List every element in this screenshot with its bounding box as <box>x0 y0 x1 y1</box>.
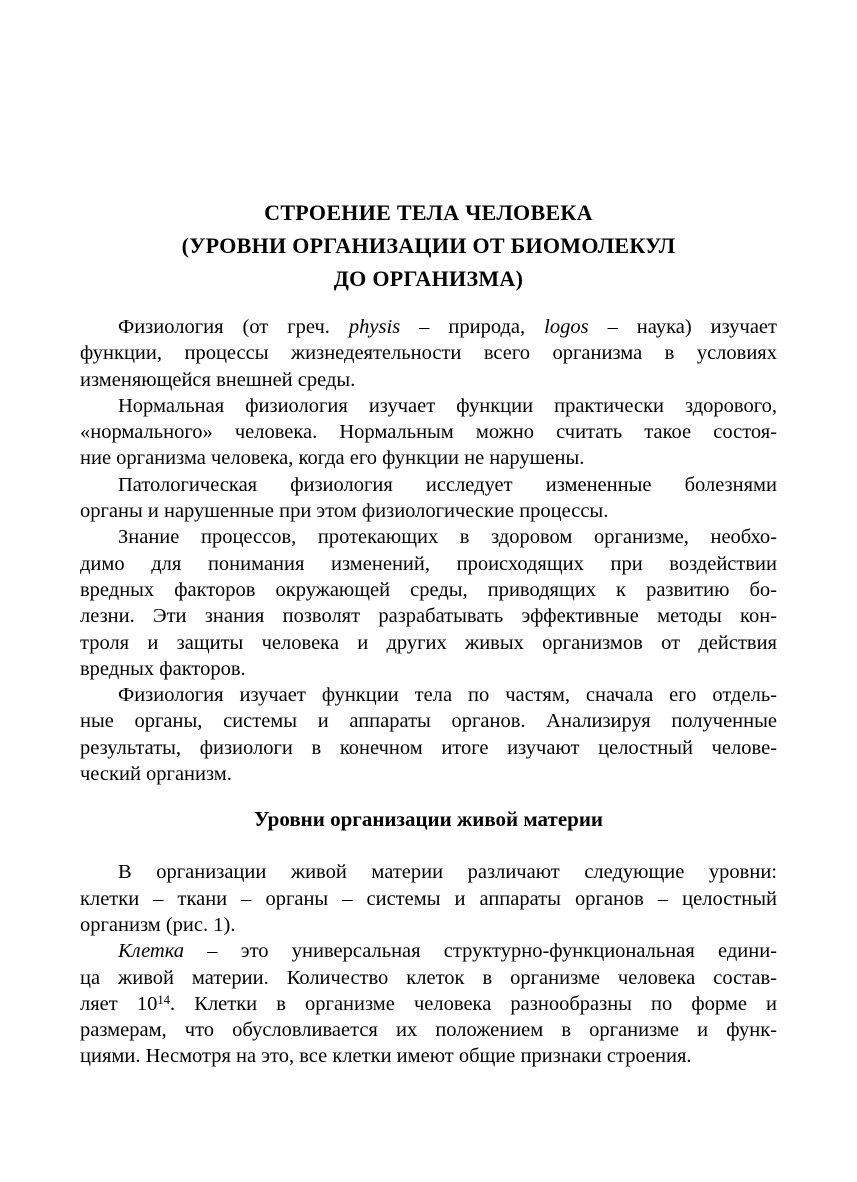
paragraph <box>80 859 777 938</box>
paragraph <box>80 314 777 393</box>
text-run: ние организма человека, когда его функции не нарушены. <box>80 447 585 470</box>
superscript-run: 14 <box>157 993 171 1008</box>
text-line <box>80 682 777 708</box>
text-run: организм (рис. 1). <box>80 913 236 936</box>
text-line <box>80 886 777 912</box>
text-run: – наука) изучает <box>588 316 777 338</box>
italic-run: logos <box>544 316 589 338</box>
text-run: Патологическая физиология исследует измененные болезнями <box>118 473 777 496</box>
title-line-1: СТРОЕНИЕ ТЕЛА ЧЕЛОВЕКА <box>264 200 593 225</box>
text-run: результаты, физиологи в конечном итоге изучают целостный челове- <box>80 736 777 759</box>
text-line <box>80 761 777 787</box>
text-line <box>80 340 777 366</box>
text-run: ляет 10 <box>80 992 158 1015</box>
title-line-3: ДО ОРГАНИЗМА) <box>333 266 524 291</box>
text-run: вредных факторов окружающей среды, приводящих к развитию бо- <box>80 578 777 601</box>
text-line <box>80 965 777 991</box>
text-line <box>80 314 777 340</box>
text-line <box>80 991 777 1017</box>
text-line <box>80 393 777 419</box>
text-run: В организации живой материи различают следующие уровни: <box>118 861 777 884</box>
text-line <box>80 577 777 603</box>
text-line <box>80 912 777 938</box>
text-line <box>80 656 777 682</box>
text-run: Физиология изучает функции тела по частям, сначала его отдель- <box>118 684 777 707</box>
text-run: ные органы, системы и аппараты органов. Анализируя полученные <box>80 710 777 733</box>
section-heading: Уровни организации живой материи <box>253 807 604 832</box>
text-line <box>80 603 777 629</box>
text-line <box>80 630 777 656</box>
text-line <box>80 524 777 550</box>
text-run: Нормальная физиология изучает функции практически здорового, <box>118 394 777 417</box>
text-line <box>80 735 777 761</box>
text-run: – это универсальная структурно-функциональная едини- <box>184 940 777 963</box>
text-line <box>80 367 777 393</box>
text-run: изменяющейся внешней среды. <box>80 368 356 391</box>
text-run: клетки – ткани – органы – системы и аппараты органов – целостный <box>80 887 777 910</box>
italic-run: physis <box>348 316 401 338</box>
text-run: – природа, <box>400 316 545 338</box>
title-line-2: (УРОВНИ ОРГАНИЗАЦИИ ОТ БИОМОЛЕКУЛ <box>181 233 676 258</box>
text-line <box>80 472 777 498</box>
text-run: «нормального» человека. Нормальным можно считать такое состоя- <box>80 421 777 444</box>
text-run: димо для понимания изменений, происходящих при воздействии <box>80 552 777 575</box>
italic-run: Клетка <box>118 940 185 963</box>
text-run: Физиология (от греч. <box>118 316 349 338</box>
paragraph <box>80 472 777 525</box>
text-run: органы и нарушенные при этом физиологические процессы. <box>80 500 609 523</box>
text-line <box>80 498 777 524</box>
paragraph <box>80 938 777 1069</box>
text-line <box>80 419 777 445</box>
text-run: Знание процессов, протекающих в здоровом организме, необхо- <box>118 526 777 549</box>
paragraph <box>80 524 777 682</box>
text-run: троля и защиты человека и других живых организмов от действия <box>80 631 777 654</box>
text-run: . Клетки в организме человека разнообразны по форме и <box>170 992 777 1015</box>
text-run: размерам, что обусловливается их положением в организме и функ- <box>80 1019 777 1042</box>
text-line <box>80 859 777 885</box>
text-line <box>80 445 777 471</box>
text-run: ца живой материи. Количество клеток в организме человека состав- <box>80 966 777 989</box>
paragraph <box>80 682 777 787</box>
text-run: лезни. Эти знания позволят разрабатывать эффективные методы кон- <box>80 605 777 628</box>
text-run: циями. Несмотря на это, все клетки имеют общие признаки строения. <box>80 1045 692 1068</box>
text-run: функции, процессы жизнедеятельности всего организма в условиях <box>80 342 777 365</box>
intro-section <box>80 314 777 787</box>
document-title <box>80 196 777 295</box>
levels-section <box>80 859 777 1069</box>
text-run: вредных факторов. <box>80 657 246 680</box>
text-line <box>80 1017 777 1043</box>
text-line <box>80 1043 777 1069</box>
text-line <box>80 551 777 577</box>
text-line <box>80 708 777 734</box>
text-line <box>80 938 777 964</box>
text-run: ческий организм. <box>80 763 232 786</box>
paragraph <box>80 393 777 472</box>
